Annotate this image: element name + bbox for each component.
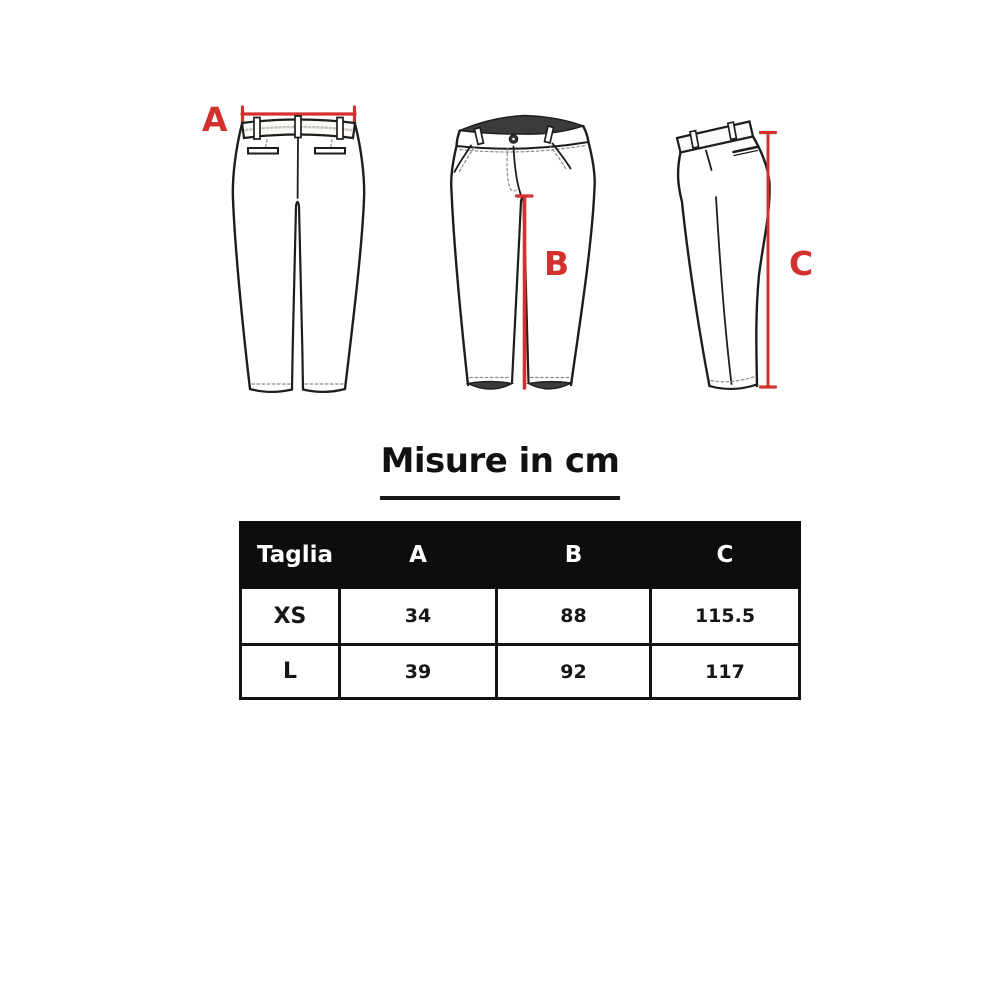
hem-opening-dark bbox=[529, 382, 572, 389]
crease-line bbox=[716, 197, 732, 384]
header-taglia: Taglia bbox=[241, 523, 340, 588]
pants-front-view-diagram bbox=[440, 85, 630, 405]
value-cell-c: 115.5 bbox=[651, 588, 800, 645]
front-dart-seam bbox=[706, 151, 712, 171]
table-row-l bbox=[241, 645, 800, 699]
measure-label-b: B bbox=[544, 244, 570, 283]
side-pants-outline bbox=[678, 137, 770, 389]
belt-loop bbox=[337, 118, 343, 140]
slant-pocket bbox=[553, 144, 571, 169]
hem-opening-dark bbox=[468, 382, 512, 390]
belt-loop bbox=[295, 116, 301, 138]
value-cell-a: 34 bbox=[340, 588, 497, 645]
size-table-header-row bbox=[241, 523, 800, 588]
pants-side-view-diagram bbox=[655, 85, 825, 405]
size-cell: XS bbox=[241, 588, 340, 645]
back-waistband bbox=[242, 116, 355, 139]
back-pants-outline bbox=[233, 124, 364, 392]
title-underline bbox=[380, 496, 620, 500]
welt-pocket bbox=[248, 148, 278, 154]
header-c: C bbox=[651, 523, 800, 588]
value-cell-b: 88 bbox=[497, 588, 651, 645]
size-cell: L bbox=[241, 645, 340, 699]
size-guide-title: Misure in cm bbox=[380, 441, 620, 481]
welt-pocket bbox=[315, 148, 345, 154]
measure-line-c bbox=[761, 133, 776, 388]
header-b: B bbox=[497, 523, 651, 588]
table-row-xs bbox=[241, 588, 800, 645]
measure-label-c: C bbox=[789, 244, 814, 283]
value-cell-b: 92 bbox=[497, 645, 651, 699]
back-pockets bbox=[248, 140, 345, 154]
fly-seam bbox=[514, 147, 522, 197]
front-hems bbox=[468, 378, 571, 390]
measure-label-a: A bbox=[202, 100, 228, 139]
value-cell-a: 39 bbox=[340, 645, 497, 699]
side-waistband bbox=[677, 122, 753, 153]
front-waistband bbox=[457, 116, 589, 152]
side-hem-stitch bbox=[711, 377, 755, 382]
size-table bbox=[239, 521, 801, 700]
belt-loop bbox=[254, 118, 260, 140]
pants-back-view-diagram bbox=[185, 85, 395, 405]
value-cell-c: 117 bbox=[651, 645, 800, 699]
header-a: A bbox=[340, 523, 497, 588]
side-pocket bbox=[734, 147, 758, 156]
